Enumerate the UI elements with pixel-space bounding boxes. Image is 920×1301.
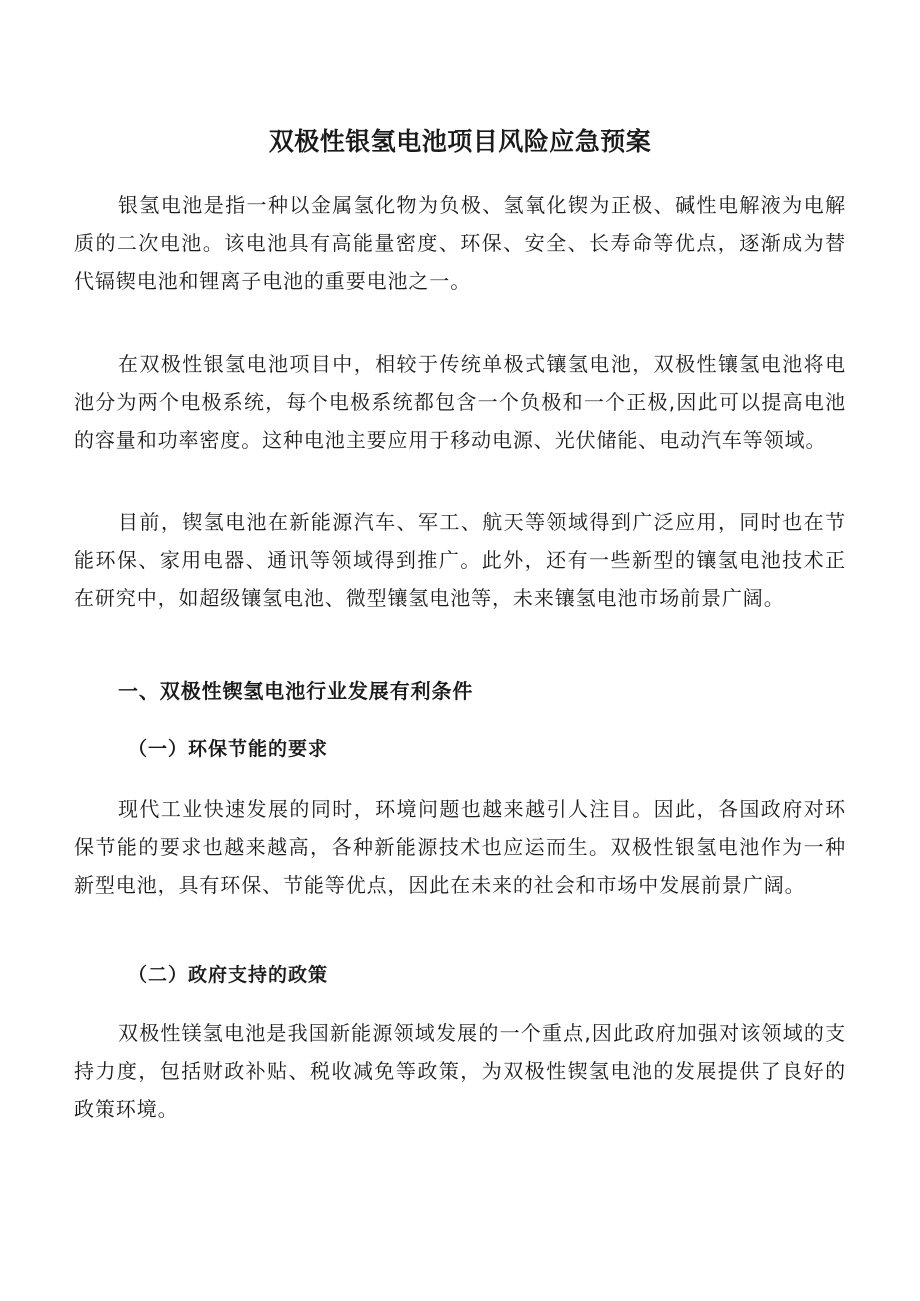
document-title: 双极性银氢电池项目风险应急预案 xyxy=(268,127,652,156)
subsection-paragraph-1: 现代工业快速发展的同时，环境问题也越来越引人注目。因此，各国政府对环保节能的要求也越来越高，各种新能源技术也应运而生。双极性银氢电池作为一种新型电池，具有环保、节能等优点，因此在未来的社会和市场中发展前景广阔。 xyxy=(74,797,846,897)
intro-paragraph-3: 目前，锲氢电池在新能源汽车、军工、航天等领域得到广泛应用，同时也在节能环保、家用电器、通讯等领域得到推广。此外，还有一些新型的镶氢电池技术正在研究中，如超级镶氢电池、微型镶氢电池等，未来镶氢电池市场前景广阔。 xyxy=(74,510,846,610)
subsection-heading-2: （二）政府支持的政策 xyxy=(128,964,329,986)
subsection-paragraph-2: 双极性镁氢电池是我国新能源领域发展的一个重点,因此政府加强对该领域的支持力度，包括财政补贴、税收减免等政策，为双极性锲氢电池的发展提供了良好的政策环境。 xyxy=(74,1021,846,1121)
subsection-heading-1: （一）环保节能的要求 xyxy=(128,738,329,760)
section-heading-1: 一、双极性锲氢电池行业发展有利条件 xyxy=(118,679,474,703)
intro-paragraph-1: 银氢电池是指一种以金属氢化物为负极、氢氧化锲为正极、碱性电解液为电解质的二次电池。该电池具有高能量密度、环保、安全、长寿命等优点，逐渐成为替代镉锲电池和锂离子电池的重要电池之一。 xyxy=(74,193,846,293)
intro-paragraph-2: 在双极性银氢电池项目中，相较于传统单极式镶氢电池，双极性镶氢电池将电池分为两个电极系统，每个电极系统都包含一个负极和一个正极,因此可以提高电池的容量和功率密度。这种电池主要应用于移动电源、光伏储能、电动汽车等领域。 xyxy=(74,352,846,452)
